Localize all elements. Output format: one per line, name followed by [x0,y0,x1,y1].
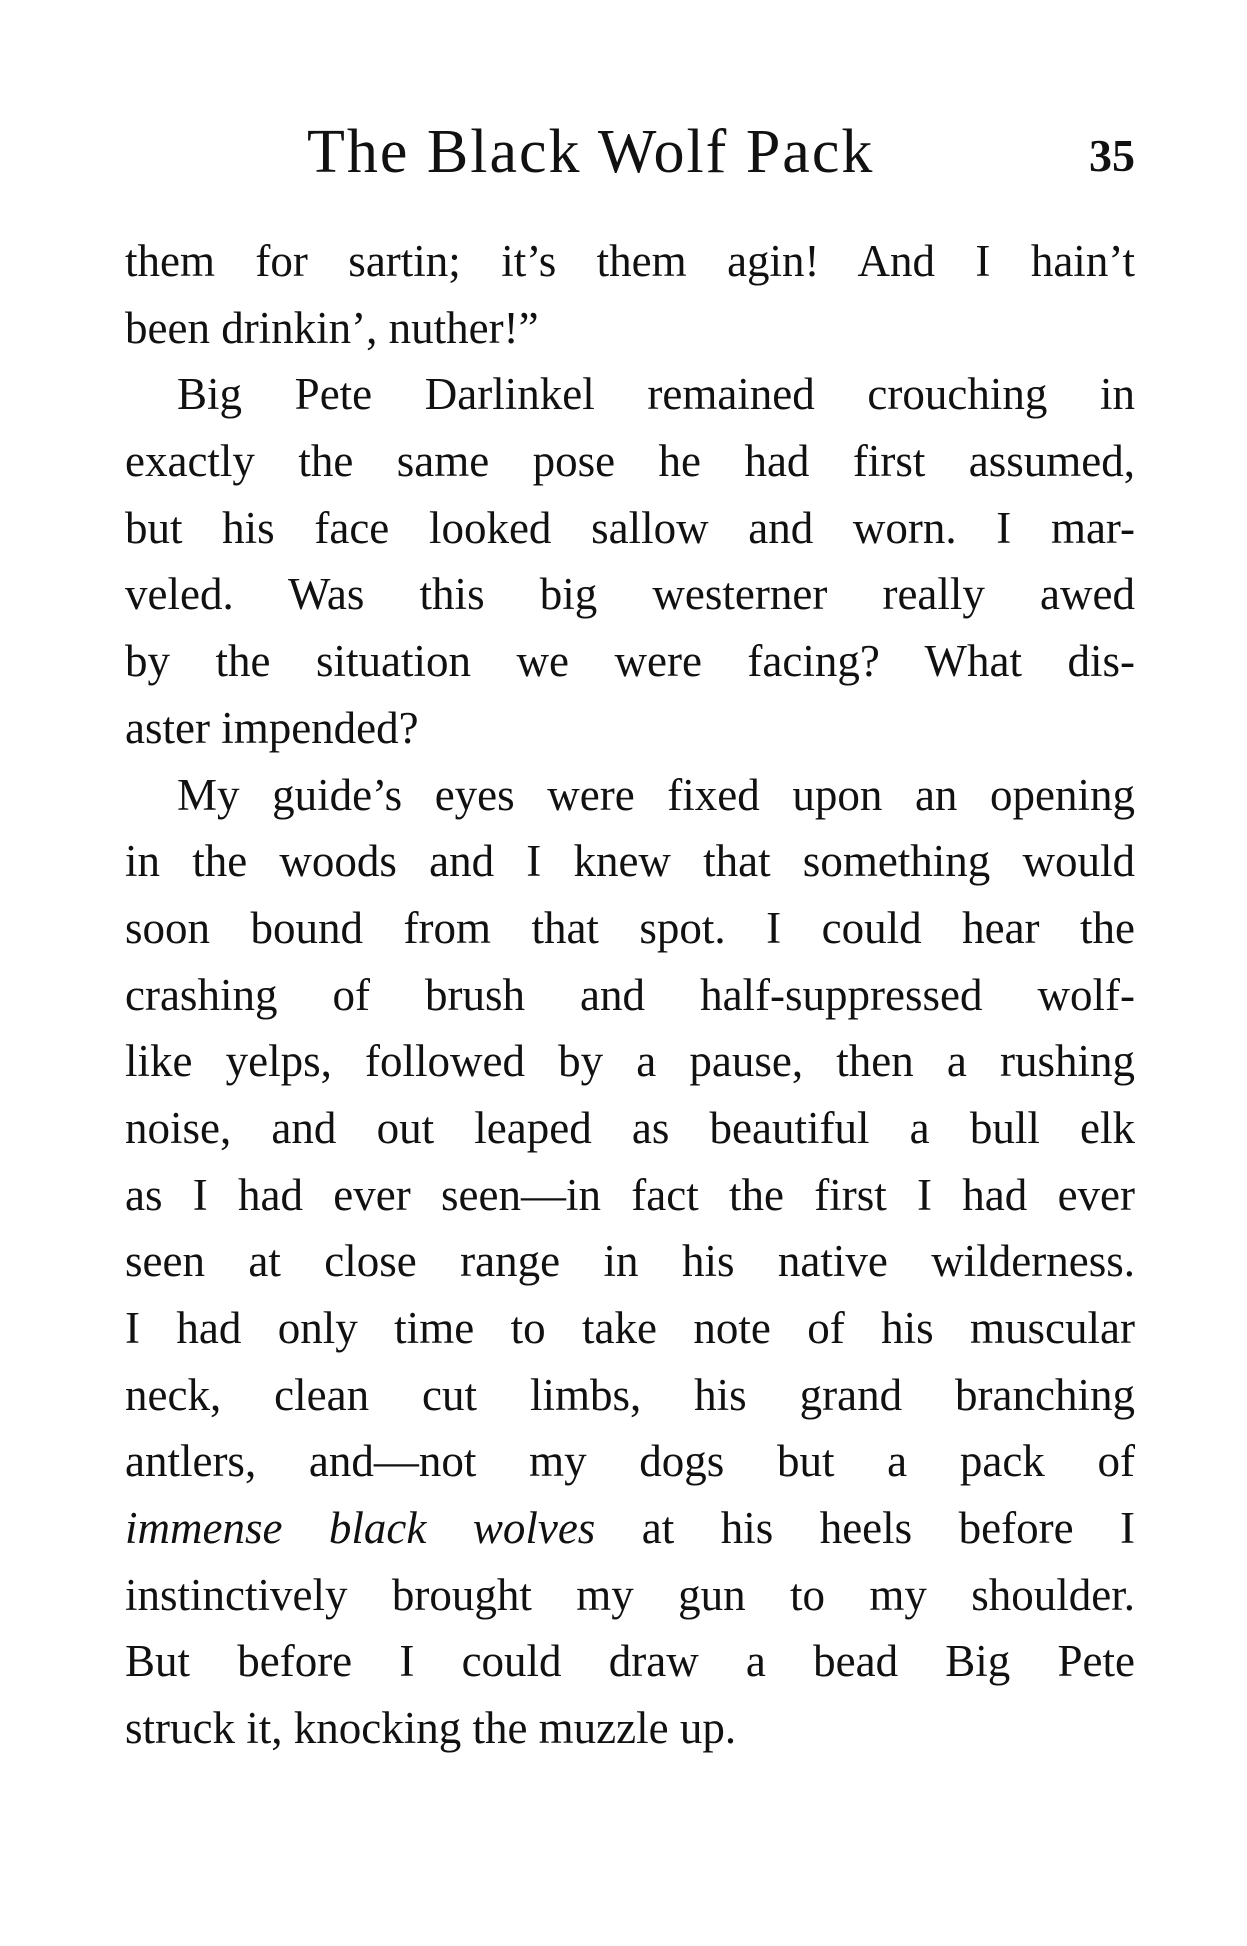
text-line: I had only time to take note of his muscular [125,1303,1135,1353]
text-line: as I had ever seen—in fact the first I had ever [125,1169,1135,1220]
text-line: instinctively brought my gun to my shoulder. [125,1569,1135,1620]
italic-phrase: immense black wolves [125,1503,596,1554]
body-text [125,228,1135,1762]
text-line: been drinkin’, nuther!” [125,302,539,353]
text-line: veled. Was this big westerner really awed [125,569,1135,620]
page-header [125,112,1135,192]
text-line: crashing of brush and half-suppressed wolf- [125,969,1135,1020]
text-line: aster impended? [125,702,419,753]
text-span: at his heels before I [595,1503,1135,1554]
text-line: Big Pete Darlinkel remained crouching in [177,369,1135,420]
page-number: 35 [1089,130,1135,181]
text-line: seen at close range in his native wilderness. [125,1236,1135,1287]
text-line: them for sartin; it’s them agin! And I hain’t [125,236,1135,286]
text-line [125,1495,1135,1562]
text-line: noise, and out leaped as beautiful a bull elk [125,1102,1135,1153]
text-line: My guide’s eyes were fixed upon an opening [177,769,1135,820]
text-line: but his face looked sallow and worn. I mar- [125,502,1135,553]
text-line: in the woods and I knew that something would [125,836,1135,887]
text-line: But before I could draw a bead Big Pete [125,1636,1135,1687]
running-title: The Black Wolf Pack [307,118,875,186]
text-line: soon bound from that spot. I could hear the [125,902,1135,953]
text-line: antlers, and—not my dogs but a pack of [125,1436,1135,1487]
text-line: neck, clean cut limbs, his grand branching [125,1369,1135,1420]
text-line: like yelps, followed by a pause, then a rushing [125,1036,1135,1087]
text-line: by the situation we were facing? What dis- [125,636,1135,687]
text-line: exactly the same pose he had first assumed, [125,436,1135,487]
text-line: struck it, knocking the muzzle up. [125,1703,737,1754]
